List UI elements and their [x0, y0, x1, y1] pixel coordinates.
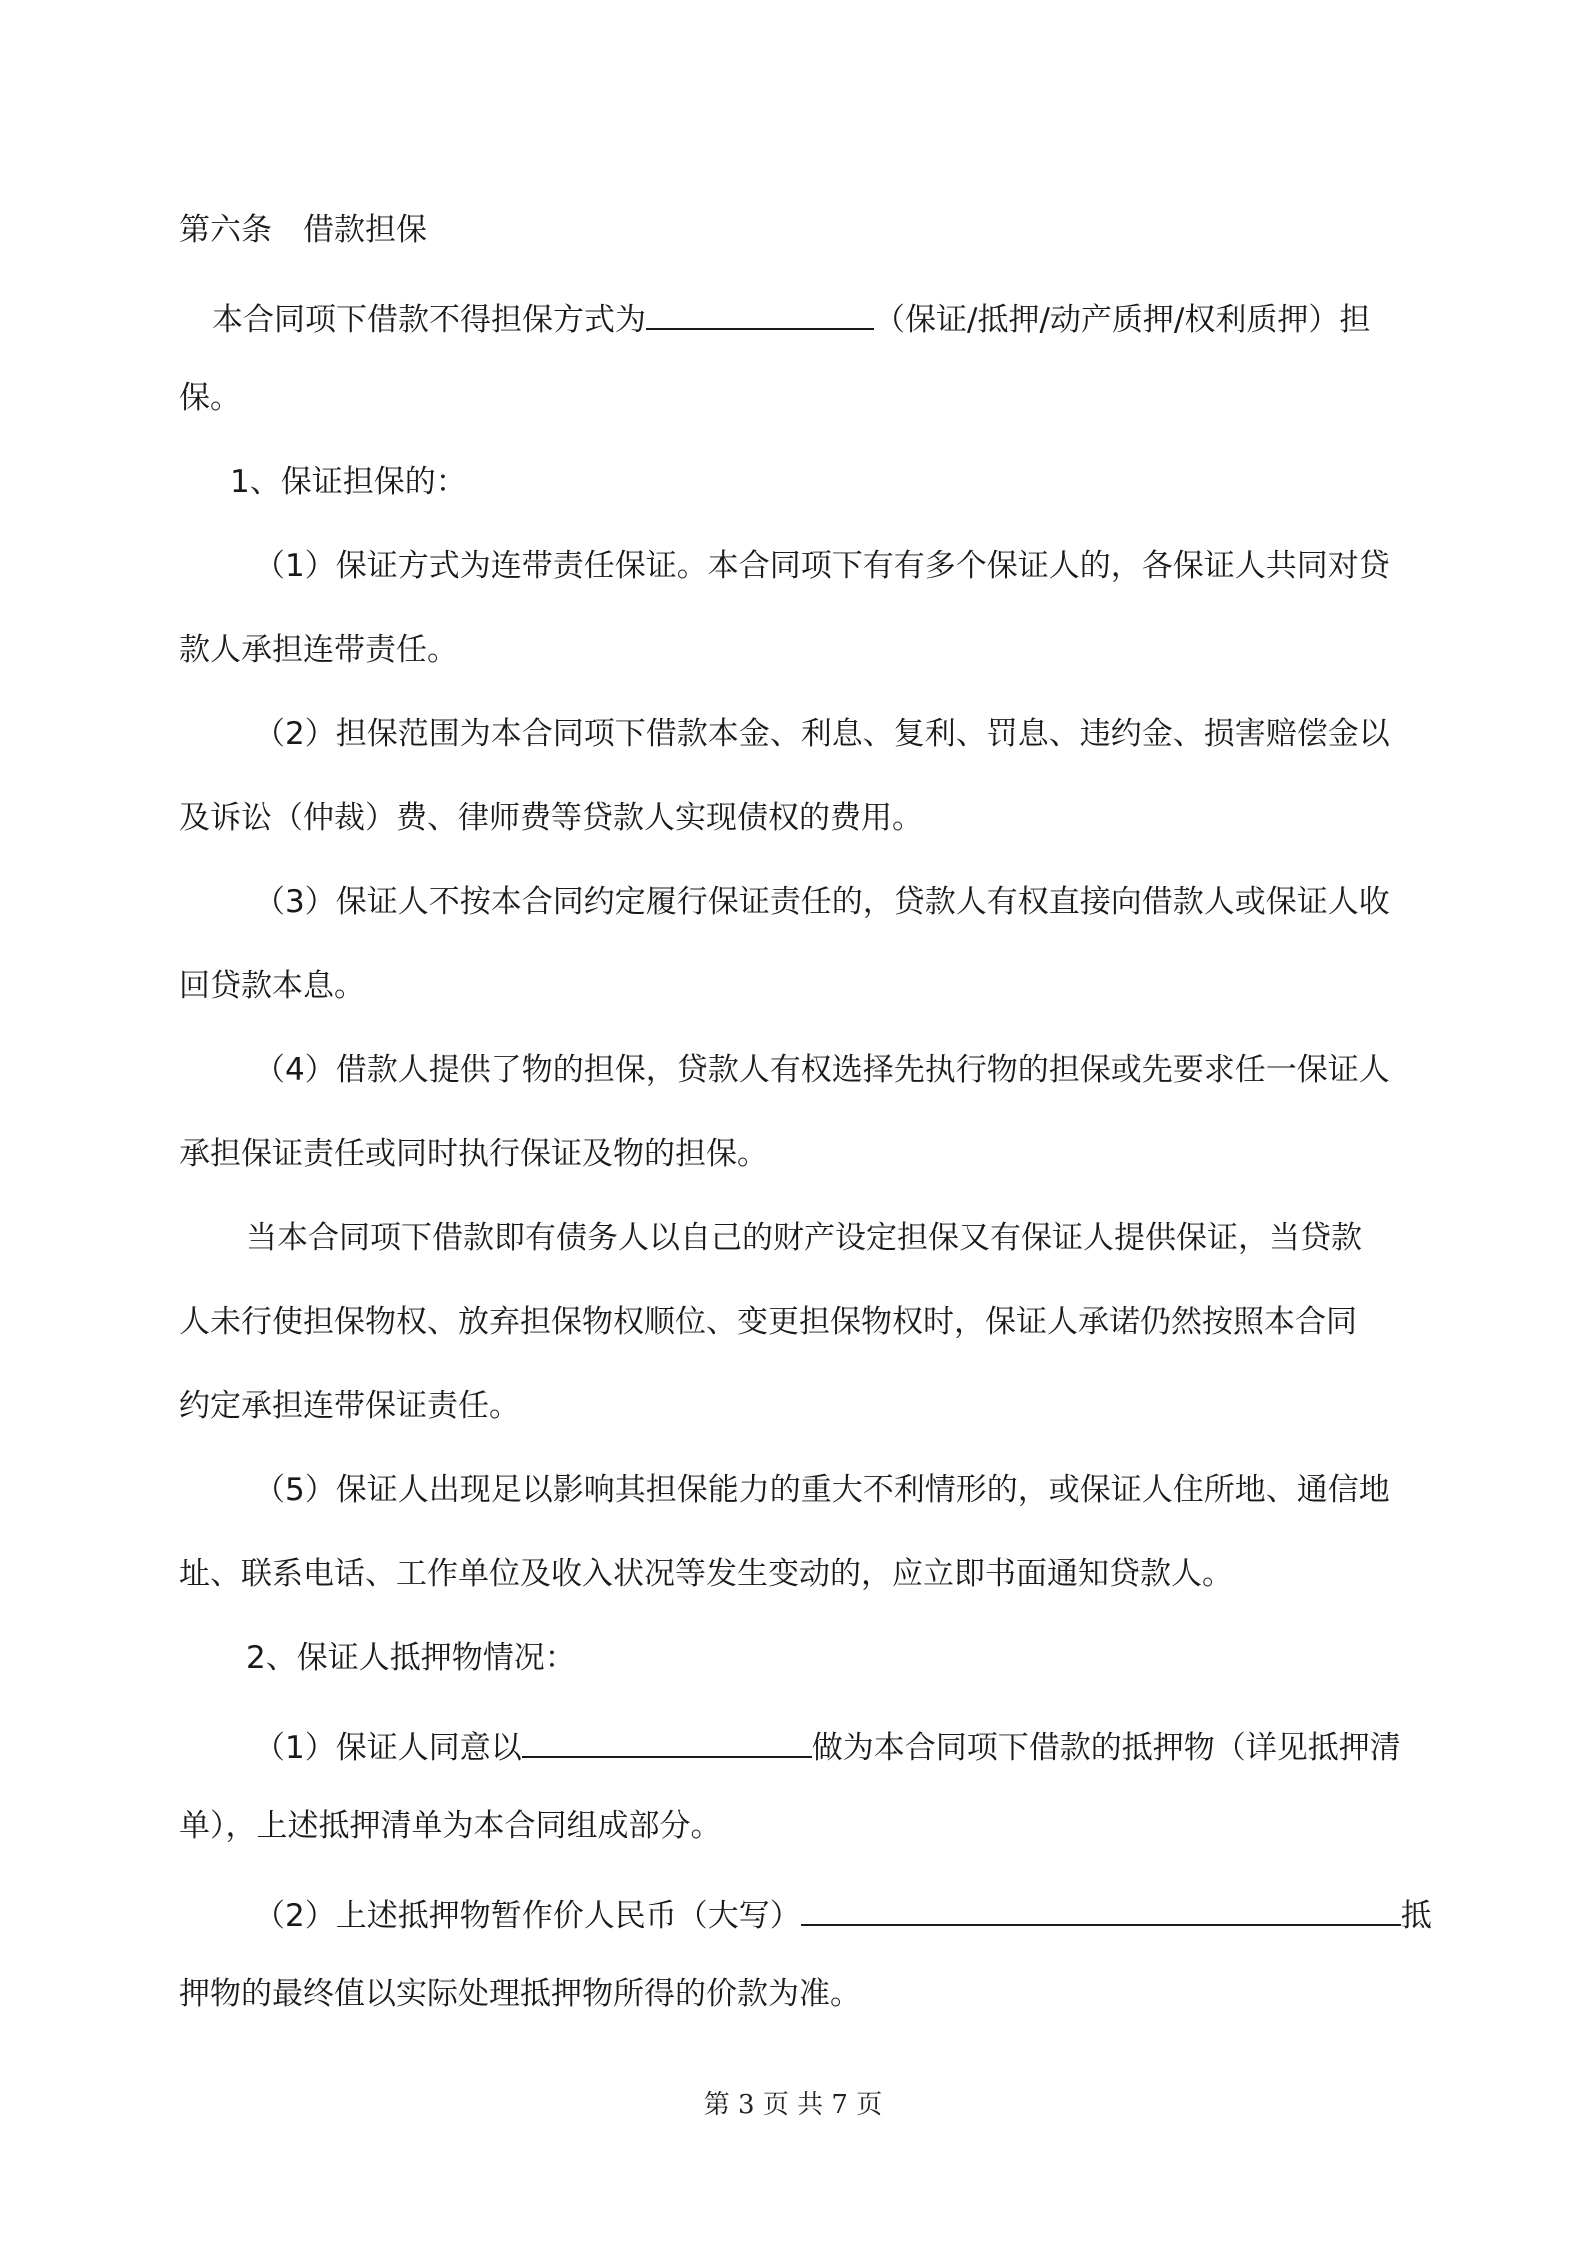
s1-p5-line2: 人未行使担保物权、放弃担保物权顺位、变更担保物权时，保证人承诺仍然按照本合同: [179, 1304, 1357, 1340]
s1-p5-line3: 约定承担连带保证责任。: [179, 1388, 520, 1424]
s2-p2-text-a: （2）上述抵押物暂作价人民币（大写）: [254, 1898, 801, 1934]
section1-title: 1、保证担保的：: [230, 464, 467, 500]
collateral-blank: [522, 1722, 812, 1758]
s1-p2-line1: （2）担保范围为本合同项下借款本金、利息、复利、罚息、违约金、损害赔偿金以: [254, 716, 1390, 752]
s1-p6-line1: （5）保证人出现足以影响其担保能力的重大不利情形的，或保证人住所地、通信地: [254, 1472, 1390, 1508]
section2-title: 2、保证人抵押物情况：: [246, 1640, 576, 1676]
s1-p4-line1: （4）借款人提供了物的担保，贷款人有权选择先执行物的担保或先要求任一保证人: [254, 1052, 1390, 1088]
s1-p4-line2: 承担保证责任或同时执行保证及物的担保。: [179, 1136, 768, 1172]
s2-p1-text-a: （1）保证人同意以: [254, 1730, 522, 1766]
s2-p1-line2: 单），上述抵押清单为本合同组成部分。: [179, 1808, 722, 1844]
s1-p3-line2: 回贷款本息。: [179, 968, 365, 1004]
s1-p6-line2: 址、联系电话、工作单位及收入状况等发生变动的，应立即书面通知贷款人。: [179, 1556, 1233, 1592]
s1-p1-line1: （1）保证方式为连带责任保证。本合同项下有有多个保证人的，各保证人共同对贷: [254, 548, 1390, 584]
s2-p1-text-b: 做为本合同项下借款的抵押物（详见抵押清: [811, 1730, 1401, 1766]
intro-line-1: [212, 294, 1370, 340]
s2-p2-line2: 押物的最终值以实际处理抵押物所得的价款为准。: [179, 1976, 861, 2012]
s2-p1-line1: [254, 1722, 1401, 1768]
s2-p2-text-b: 抵: [1400, 1898, 1432, 1934]
intro-text-b: （保证/抵押/动产质押/权利质押）担: [874, 302, 1371, 338]
s2-p2-line1: [254, 1890, 1432, 1936]
article-heading: 第六条 借款担保: [179, 212, 427, 248]
intro-text-a: 本合同项下借款不得担保方式为: [212, 302, 646, 338]
valuation-amount-blank: [801, 1890, 1401, 1926]
s1-p3-line1: （3）保证人不按本合同约定履行保证责任的，贷款人有权直接向借款人或保证人收: [254, 884, 1390, 920]
s1-p2-line2: 及诉讼（仲裁）费、律师费等贷款人实现债权的费用。: [179, 800, 923, 836]
s1-p5-line1: 当本合同项下借款即有债务人以自己的财产设定担保又有保证人提供保证，当贷款: [246, 1220, 1362, 1256]
page-number-footer: 第 3 页 共 7 页: [703, 2090, 883, 2120]
guarantee-method-blank: [646, 294, 874, 330]
intro-line-2: 保。: [179, 380, 241, 416]
s1-p1-line2: 款人承担连带责任。: [179, 632, 458, 668]
